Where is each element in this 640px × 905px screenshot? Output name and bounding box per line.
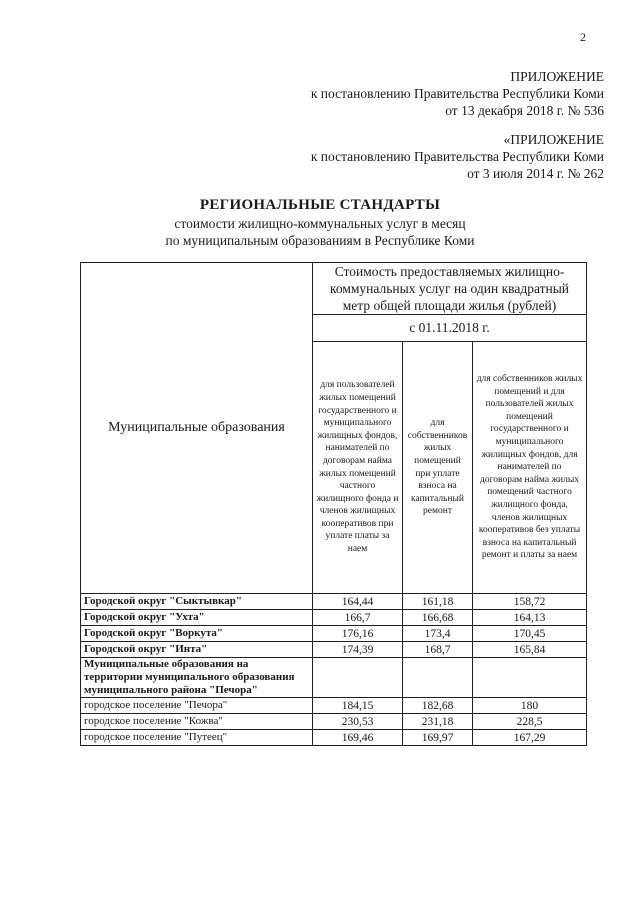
row-name: Городской округ "Инта" (81, 642, 313, 658)
table-row (81, 642, 587, 658)
appendix-current-line3: от 13 декабря 2018 г. № 536 (445, 103, 604, 118)
row-value-3: 164,13 (473, 610, 587, 626)
appendix-original-line2: к постановлению Правительства Республики Коми (310, 149, 604, 164)
appendix-current (184, 68, 604, 119)
row-value-3: 158,72 (473, 594, 587, 610)
appendix-original-line3: от 3 июля 2014 г. № 262 (467, 166, 604, 181)
row-value-1: 174,39 (313, 642, 403, 658)
row-name: городское поселение "Кожва" (81, 714, 313, 730)
row-name: Городской округ "Ухта" (81, 610, 313, 626)
row-value-1: 230,53 (313, 714, 403, 730)
page-number: 2 (580, 30, 586, 44)
subheader-without-fees: для собственников жилых помещений и для пользователей жилых помещений государственного и муниципального жилищных фондов, для нанимателей по договорам найма жилых помещений частного жилищного фонда, членов жилищных кооперативов без уплаты взноса на капитальный ремонт и платы за наем (473, 342, 587, 594)
row-value-2: 166,68 (403, 610, 473, 626)
row-value-2: 182,68 (403, 698, 473, 714)
header-cost: Стоимость предоставляемых жилищно-коммунальных услуг на один квадратный метр общей площади жилья (рублей) (313, 263, 587, 315)
document-subtitle-2: по муниципальным образованиям в Республике Коми (165, 233, 475, 248)
document-subtitle-1: стоимости жилищно-коммунальных услуг в месяц (174, 216, 466, 231)
table-row (81, 698, 587, 714)
table-row (81, 626, 587, 642)
row-value-3: 167,29 (473, 730, 587, 746)
row-value-2: 173,4 (403, 626, 473, 642)
table-row-group (81, 658, 587, 698)
appendix-current-line1: ПРИЛОЖЕНИЕ (510, 69, 604, 84)
subheader-owners-repair: для собственников жилых помещений при уплате взноса на капитальный ремонт (403, 342, 473, 594)
row-value-3: 228,5 (473, 714, 587, 730)
document-title: РЕГИОНАЛЬНЫЕ СТАНДАРТЫ (199, 197, 441, 213)
row-value-1: 166,7 (313, 610, 403, 626)
row-value-3: 165,84 (473, 642, 587, 658)
row-name: Городской округ "Сыктывкар" (81, 594, 313, 610)
row-value-1: 176,16 (313, 626, 403, 642)
header-date: с 01.11.2018 г. (313, 315, 587, 342)
appendix-original-line1: «ПРИЛОЖЕНИЕ (503, 132, 604, 147)
row-value-1: 184,15 (313, 698, 403, 714)
table-row (81, 594, 587, 610)
subheader-with-rent: для пользователей жилых помещений государственного и муниципального жилищных фондов, нанимателей по договорам найма жилых помещений частного жилищного фонда и членов жилищных кооперативов при уплате платы за наем (313, 342, 403, 594)
row-value-1: 169,46 (313, 730, 403, 746)
row-value-2: 161,18 (403, 594, 473, 610)
row-value-2: 169,97 (403, 730, 473, 746)
header-municipal: Муниципальные образования (81, 263, 313, 594)
row-name: городское поселение "Печора" (81, 698, 313, 714)
appendix-current-line2: к постановлению Правительства Республики Коми (310, 86, 604, 101)
row-value-1: 164,44 (313, 594, 403, 610)
table-row (81, 730, 587, 746)
row-value-2: 231,18 (403, 714, 473, 730)
row-value-2: 168,7 (403, 642, 473, 658)
table-row (81, 714, 587, 730)
row-name: Городской округ "Воркута" (81, 626, 313, 642)
row-name: городское поселение "Путеец" (81, 730, 313, 746)
row-value-3: 170,45 (473, 626, 587, 642)
table-row (81, 610, 587, 626)
appendix-original (184, 131, 604, 182)
group-label: Муниципальные образования на территории муниципального образования муниципального района "Печора" (81, 658, 313, 698)
standards-table (80, 262, 587, 746)
row-value-3: 180 (473, 698, 587, 714)
